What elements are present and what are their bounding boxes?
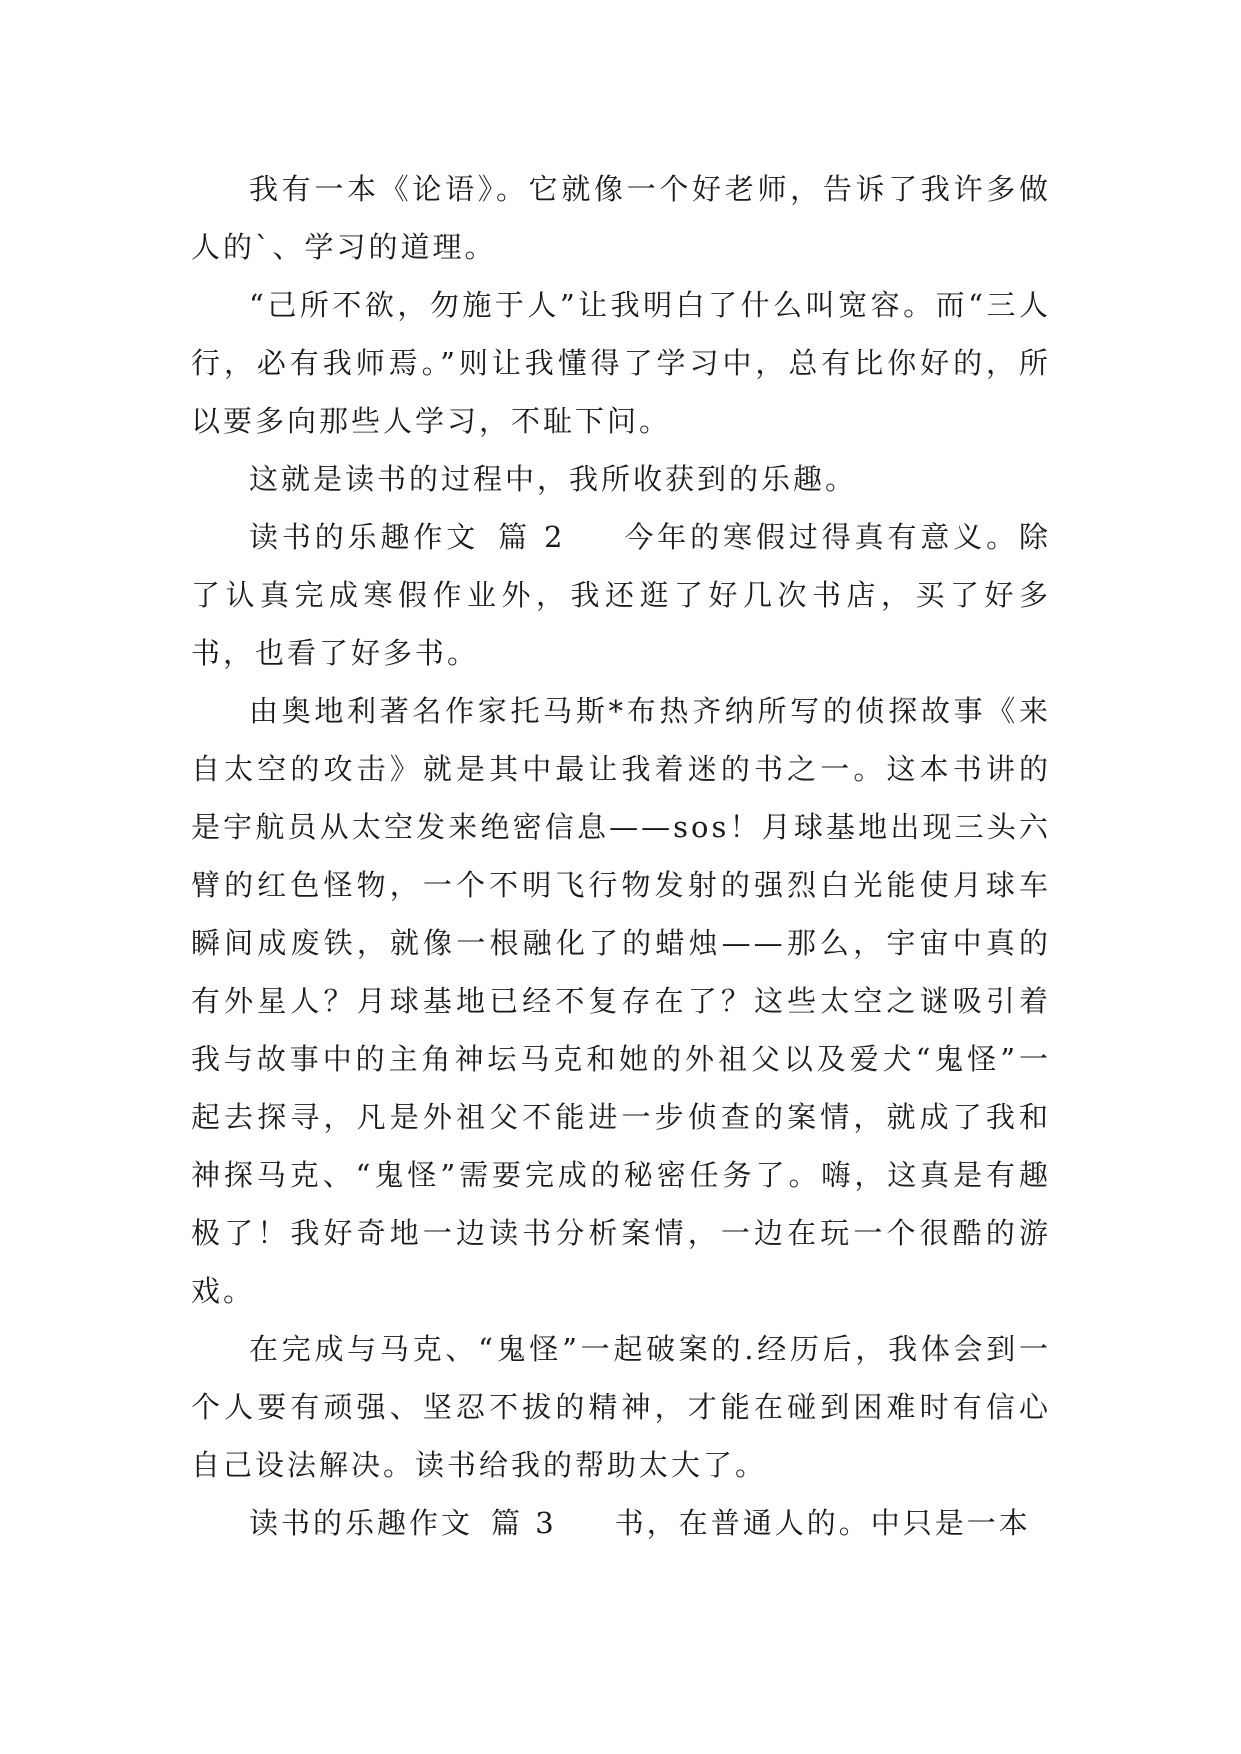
paragraph: 我有一本《论语》。它就像一个好老师，告诉了我许多做人的`、学习的道理。: [191, 172, 1051, 264]
document-body: [191, 160, 1051, 1552]
paragraph: 在完成与马克、“鬼怪”一起破案的.经历后，我体会到一个人要有顽强、坚忍不拔的精神，才能在碰到困难时有信心自己设法解决。读书给我的帮助太大了。: [191, 1332, 1051, 1482]
section-text: 书，在普通人的。中只是一本: [614, 1506, 1031, 1540]
section-heading-paragraph: [191, 1494, 1051, 1552]
section-title: 读书的乐趣作文: [249, 520, 480, 554]
section-text: 今年的寒假过得真有意义。除了认真完成寒假作业外，我还逛了好几次书店，买了好多书，也看了好多书。: [191, 520, 1051, 670]
paragraph: “己所不欲，勿施于人”让我明白了什么叫宽容。而“三人行，必有我师焉。”则让我懂得了学习中，总有比你好的，所以要多向那些人学习，不耻下问。: [191, 288, 1051, 438]
section-title: 读书的乐趣作文: [249, 1506, 474, 1540]
paragraph: 这就是读书的过程中，我所收获到的乐趣。: [249, 462, 858, 496]
section-heading-paragraph: [191, 508, 1051, 682]
paragraph: 由奥地利著名作家托马斯*布热齐纳所写的侦探故事《来自太空的攻击》就是其中最让我着迷的书之一。这本书讲的是宇航员从太空发来绝密信息——sos！月球基地出现三头六臂的红色怪物，一个不明飞行物发射的强烈白光能使月球车瞬间成废铁，就像一根融化了的蜡烛——那么，宇宙中真的有外星人？月球基地已经不复存在了？这些太空之谜吸引着我与故事中的主角神坛马克和她的外祖父以及爱犬“鬼怪”一起去探寻，凡是外祖父不能进一步侦查的案情，就成了我和神探马克、“鬼怪”需要完成的秘密任务了。嗨，这真是有趣极了！我好奇地一边读书分析案情，一边在玩一个很酷的游戏。: [191, 694, 1051, 1308]
section-number: 篇 2: [497, 520, 566, 554]
section-number: 篇 3: [491, 1506, 557, 1540]
